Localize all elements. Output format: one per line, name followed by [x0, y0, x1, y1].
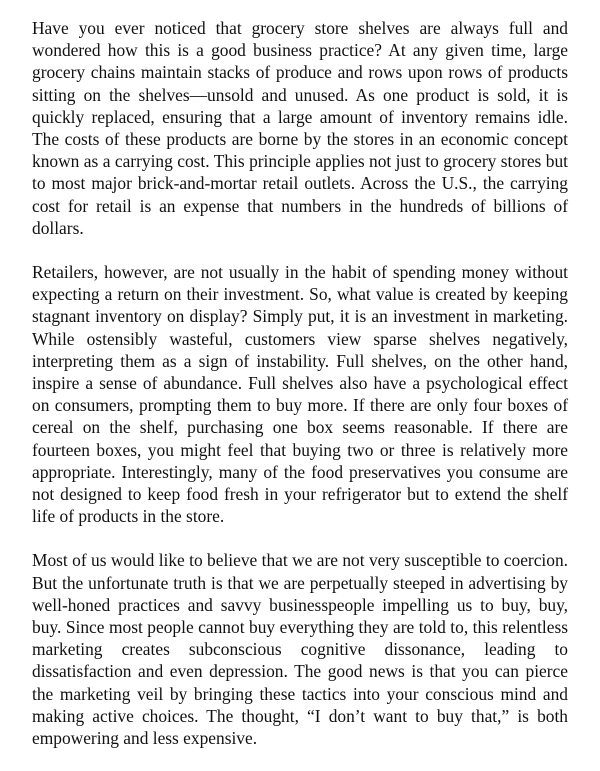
paragraph-coercion: Most of us would like to believe that we are not very susceptible to coercion. But the unfortunate truth is that we are perpetually steeped in advertising by well-honed practices and savvy businesspeople impelling us to buy, buy, buy. Since most people cannot buy everything they are told to, this relentless marketing creates subconscious cognitive dissonance, leading to dissatisfaction and even depression. The good news is that you can pierce the marketing veil by bringing these tactics into your conscious mind and making active choices. The thought, “I don’t want to buy that,” is both empowering and less expensive.: [32, 550, 568, 749]
paragraph-carrying-cost: Have you ever noticed that grocery store shelves are always full and wondered how this is a good business practice? At any given time, large grocery chains maintain stacks of produce and rows upon rows of products sitting on the shelves—unsold and unused. As one product is sold, it is quickly replaced, ensuring that a large amount of inventory remains idle. The costs of these products are borne by the stores in an economic concept known as a carrying cost. This principle applies not just to grocery stores but to most major brick-and-mortar retail outlets. Across the U.S., the carrying cost for retail is an expense that numbers in the hundreds of billions of dollars.: [32, 18, 568, 238]
document-body: [32, 17, 568, 771]
paragraph-marketing-investment: Retailers, however, are not usually in the habit of spending money without expecting a return on their investment. So, what value is created by keeping stagnant inventory on display? Simply put, it is an investment in marketing. While ostensibly wasteful, customers view sparse shelves negatively, interpreting them as a sign of instability. Full shelves, on the other hand, inspire a sense of abundance. Full shelves also have a psychological effect on consumers, prompting them to buy more. If there are only four boxes of cereal on the shelf, purchasing one box seems reasonable. If there are fourteen boxes, you might feel that buying two or three is relatively more appropriate. Interestingly, many of the food preservatives you consume are not designed to keep food fresh in your refrigerator but to extend the shelf life of products in the store.: [32, 262, 568, 527]
